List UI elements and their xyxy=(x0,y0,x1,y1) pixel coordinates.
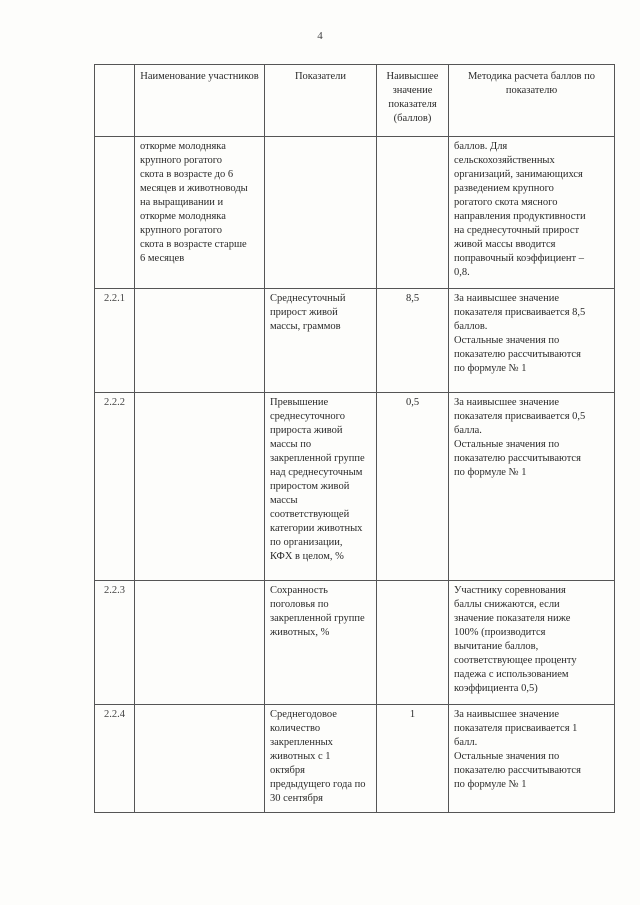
cell-max-value xyxy=(377,581,449,705)
cell-participants xyxy=(135,581,265,705)
cell-indicator: Сохранность поголовья по закрепленной группе животных, % xyxy=(265,581,377,705)
table-row-continuation xyxy=(95,137,615,289)
cell-number: 2.2.3 xyxy=(95,581,135,705)
cell-methodology: За наивысшее значение показателя присваивается 8,5 баллов. Остальные значения по показателю рассчитываются по формуле № 1 xyxy=(449,289,615,393)
header-number xyxy=(95,65,135,137)
cell-max-value xyxy=(377,137,449,289)
cell-indicator: Превышение среднесуточного прироста живой массы по закрепленной группе над среднесуточным приростом живой массы соответствующей категории животных по организации, КФХ в целом, % xyxy=(265,393,377,581)
cell-participants: откорме молодняка крупного рогатого скота в возрасте до 6 месяцев и животноводы на выращивании и откорме молодняка крупного рогатого скота в возрасте старше 6 месяцев xyxy=(135,137,265,289)
cell-participants xyxy=(135,393,265,581)
cell-indicator: Среднесуточный прирост живой массы, граммов xyxy=(265,289,377,393)
cell-methodology: Участнику соревнования баллы снижаются, если значение показателя ниже 100% (производится вычитание баллов, соответствующее проценту падежа с использованием коэффициента 0,5) xyxy=(449,581,615,705)
header-methodology: Методика расчета баллов по показателю xyxy=(449,65,615,137)
table-row-2-2-3 xyxy=(95,581,615,705)
cell-participants xyxy=(135,705,265,813)
table-row-2-2-4 xyxy=(95,705,615,813)
cell-indicator: Среднегодовое количество закрепленных животных с 1 октября предыдущего года по 30 сентября xyxy=(265,705,377,813)
cell-methodology: баллов. Для сельскохозяйственных организаций, занимающихся разведением крупного рогатого скота мясного направления продуктивности на среднесуточный прирост живой массы вводится поправочный коэффициент – 0,8. xyxy=(449,137,615,289)
header-indicators: Показатели xyxy=(265,65,377,137)
header-participants: Наименование участников xyxy=(135,65,265,137)
table-row-2-2-2 xyxy=(95,393,615,581)
cell-indicator xyxy=(265,137,377,289)
cell-participants xyxy=(135,289,265,393)
header-max-value: Наивысшее значение показателя (баллов) xyxy=(377,65,449,137)
cell-max-value: 0,5 xyxy=(377,393,449,581)
table-header-row xyxy=(95,65,615,137)
cell-number: 2.2.4 xyxy=(95,705,135,813)
cell-methodology: За наивысшее значение показателя присваивается 1 балл. Остальные значения по показателю рассчитываются по формуле № 1 xyxy=(449,705,615,813)
scoring-table xyxy=(94,64,615,813)
cell-number: 2.2.1 xyxy=(95,289,135,393)
table-row-2-2-1 xyxy=(95,289,615,393)
page-number: 4 xyxy=(317,30,323,42)
cell-number: 2.2.2 xyxy=(95,393,135,581)
cell-max-value: 1 xyxy=(377,705,449,813)
cell-number xyxy=(95,137,135,289)
cell-max-value: 8,5 xyxy=(377,289,449,393)
cell-methodology: За наивысшее значение показателя присваивается 0,5 балла. Остальные значения по показателю рассчитываются по формуле № 1 xyxy=(449,393,615,581)
